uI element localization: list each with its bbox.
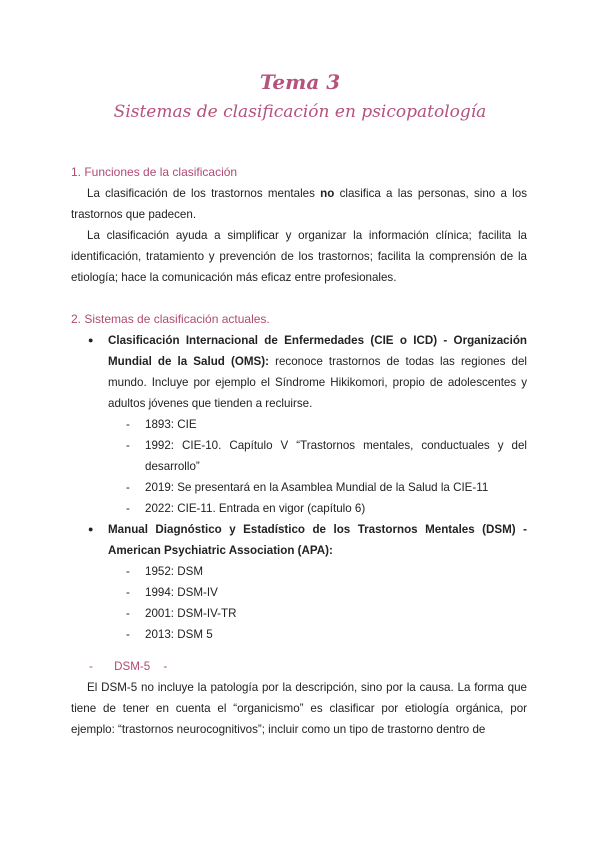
- item-text: 2013: DSM 5: [145, 628, 213, 641]
- dash-icon: -: [126, 481, 130, 494]
- list-item: [71, 624, 527, 645]
- dash-icon: -: [126, 586, 130, 599]
- dash-icon: -: [126, 607, 130, 620]
- bold-text: Clasificación Internacional de Enfermedades (CIE o ICD) - Organización Mundial de la Salud (OMS):: [108, 334, 527, 368]
- text-run: La clasificación de los trastornos mentales: [87, 187, 321, 200]
- dash-icon: -: [126, 628, 130, 641]
- item-text: 1992: CIE-10. Capítulo V “Trastornos mentales, conductuales y del desarrollo”: [145, 439, 527, 473]
- dash-icon: -: [126, 502, 130, 515]
- list-item: [71, 498, 527, 519]
- paragraph: [71, 183, 527, 225]
- section-heading-1: 1. Funciones de la clasificación: [71, 165, 238, 179]
- item-text: 1893: CIE: [145, 418, 197, 431]
- item-text: 2022: CIE-11. Entrada en vigor (capítulo 6): [145, 502, 366, 515]
- list-item: [71, 603, 527, 624]
- dash-list: [71, 414, 527, 519]
- dsm5-heading: [71, 656, 527, 677]
- item-text: 2019: Se presentará en la Asamblea Mundial de la Salud la CIE-11: [145, 481, 489, 494]
- bold-text: Manual Diagnóstico y Estadístico de los Trastornos Mentales (DSM) - American Psychiatric Association (APA):: [108, 523, 527, 557]
- section-heading-2: 2. Sistemas de clasificación actuales.: [71, 312, 270, 326]
- list-item: [71, 519, 527, 561]
- dsm5-label: DSM-5: [114, 660, 151, 673]
- bullet-icon: ●: [88, 335, 94, 345]
- document-body: [71, 162, 527, 740]
- dash-icon: -: [126, 565, 130, 578]
- list-item: [71, 561, 527, 582]
- item-text: 1994: DSM-IV: [145, 586, 218, 599]
- item-text: 1952: DSM: [145, 565, 203, 578]
- list-item: [71, 435, 527, 477]
- page-title: Tema 3: [259, 70, 341, 94]
- paragraph: El DSM-5 no incluye la patología por la descripción, sino por la causa. La forma que tiene de tener en cuenta el “organicismo” es clasificar por etiología orgánica, por ejemplo: “trastornos neurocognitivos”; incluir como un tipo de trastorno dentro de: [71, 681, 527, 736]
- dash-icon: -: [126, 418, 130, 431]
- dash-list: [71, 561, 527, 645]
- page-subtitle: Sistemas de clasificación en psicopatología: [113, 102, 487, 122]
- dash-icon: -: [126, 439, 130, 452]
- list-item: [71, 477, 527, 498]
- list-item: [71, 414, 527, 435]
- text-run: reconoce trastornos de todas las regiones del mundo. Incluye por ejemplo el Síndrome Hikikomori, propio de adolescentes y adultos jóvenes que tienden a recluirse.: [108, 355, 527, 410]
- bullet-list: [71, 519, 527, 561]
- list-item: [71, 582, 527, 603]
- item-text: 2001: DSM-IV-TR: [145, 607, 237, 620]
- paragraph: La clasificación ayuda a simplificar y organizar la información clínica; facilita la identificación, tratamiento y prevención de los trastornos; facilita la comprensión de la etiología; hace la comunicación más eficaz entre profesionales.: [71, 229, 527, 284]
- bold-text: no: [320, 187, 335, 200]
- text-run: clasifica a las personas, sino a los trastornos que padecen.: [71, 187, 527, 221]
- bullet-list: [71, 330, 527, 414]
- bullet-icon: ●: [88, 524, 94, 534]
- dash-icon: -: [89, 660, 93, 673]
- dash-icon: -: [163, 660, 168, 673]
- list-item: [71, 330, 527, 414]
